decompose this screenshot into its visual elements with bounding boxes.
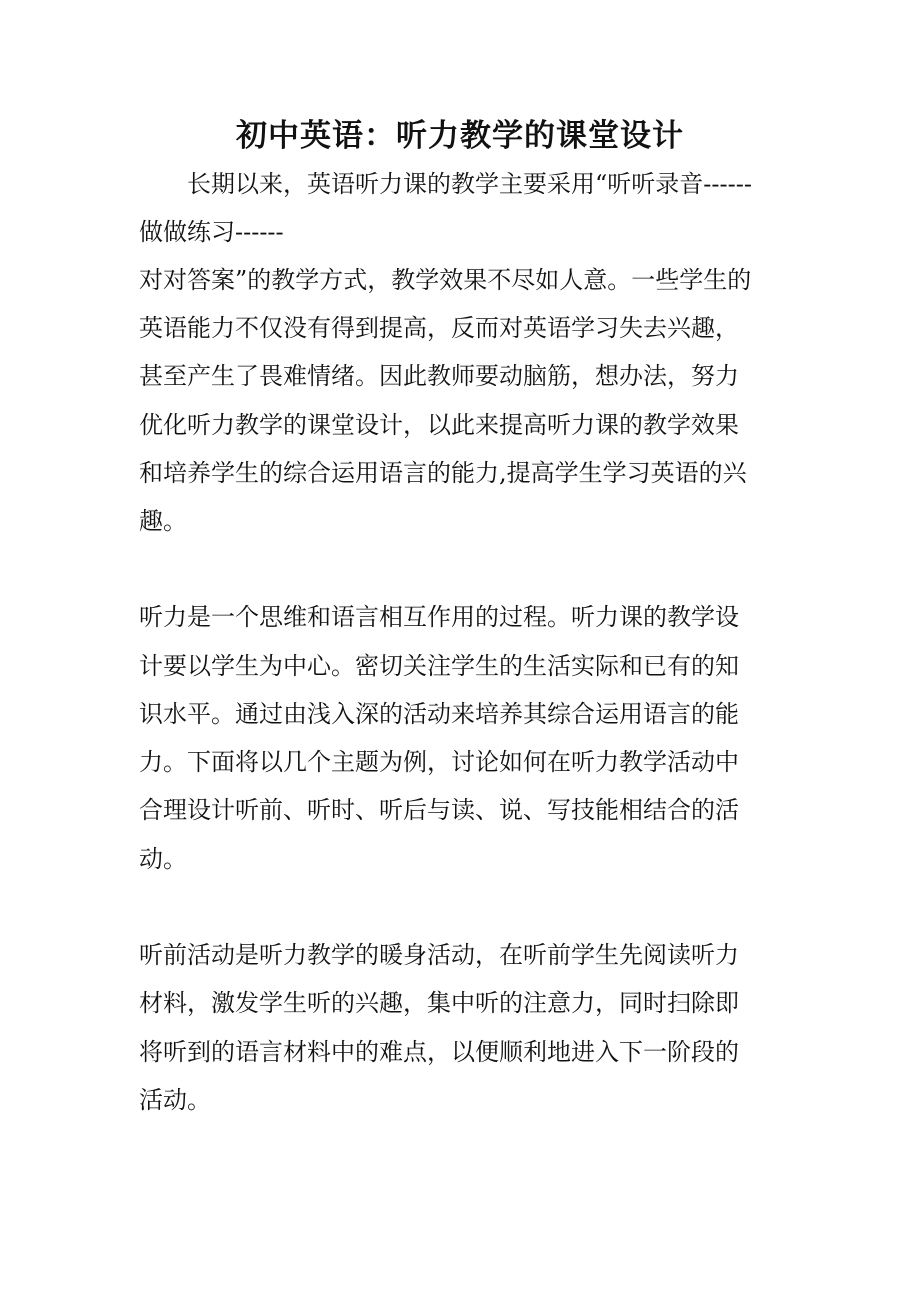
paragraph-line: 力。下面将以几个主题为例，讨论如何在听力教学活动中 <box>139 748 739 776</box>
paragraph-line: 将听到的语言材料中的难点，以便顺利地进入下一阶段的 <box>139 1038 739 1066</box>
paragraph-line: 长期以来，英语听力课的教学主要采用“听听录音------ <box>187 170 752 198</box>
document-title: 初中英语：听力教学的课堂设计 <box>236 118 684 154</box>
paragraph-line: 优化听力教学的课堂设计，以此来提高听力课的教学效果 <box>139 411 739 439</box>
paragraph-line: 合理设计听前、听时、听后与读、说、写技能相结合的活 <box>139 796 739 824</box>
paragraph-line: 对对答案”的教学方式，教学效果不尽如人意。一些学生的 <box>139 266 752 294</box>
paragraph-line: 做做练习------ <box>139 218 284 246</box>
paragraph-line: 趣。 <box>139 507 187 535</box>
paragraph-line: 识水平。通过由浅入深的活动来培养其综合运用语言的能 <box>139 700 739 728</box>
paragraph-line: 计要以学生为中心。密切关注学生的生活实际和已有的知 <box>139 652 739 680</box>
paragraph-line: 动。 <box>139 845 187 873</box>
paragraph-line: 活动。 <box>139 1086 211 1114</box>
paragraph-line: 材料，激发学生听的兴趣，集中听的注意力，同时扫除即 <box>139 989 739 1017</box>
paragraph-line: 听力是一个思维和语言相互作用的过程。听力课的教学设 <box>139 603 739 631</box>
paragraph-line: 听前活动是听力教学的暖身活动，在听前学生先阅读听力 <box>139 941 739 969</box>
paragraph-line: 甚至产生了畏难情绪。因此教师要动脑筋，想办法，努力 <box>139 362 739 390</box>
paragraph-line: 和培养学生的综合运用语言的能力,提高学生学习英语的兴 <box>139 459 747 487</box>
paragraph-line: 英语能力不仅没有得到提高，反而对英语学习失去兴趣， <box>139 314 739 342</box>
